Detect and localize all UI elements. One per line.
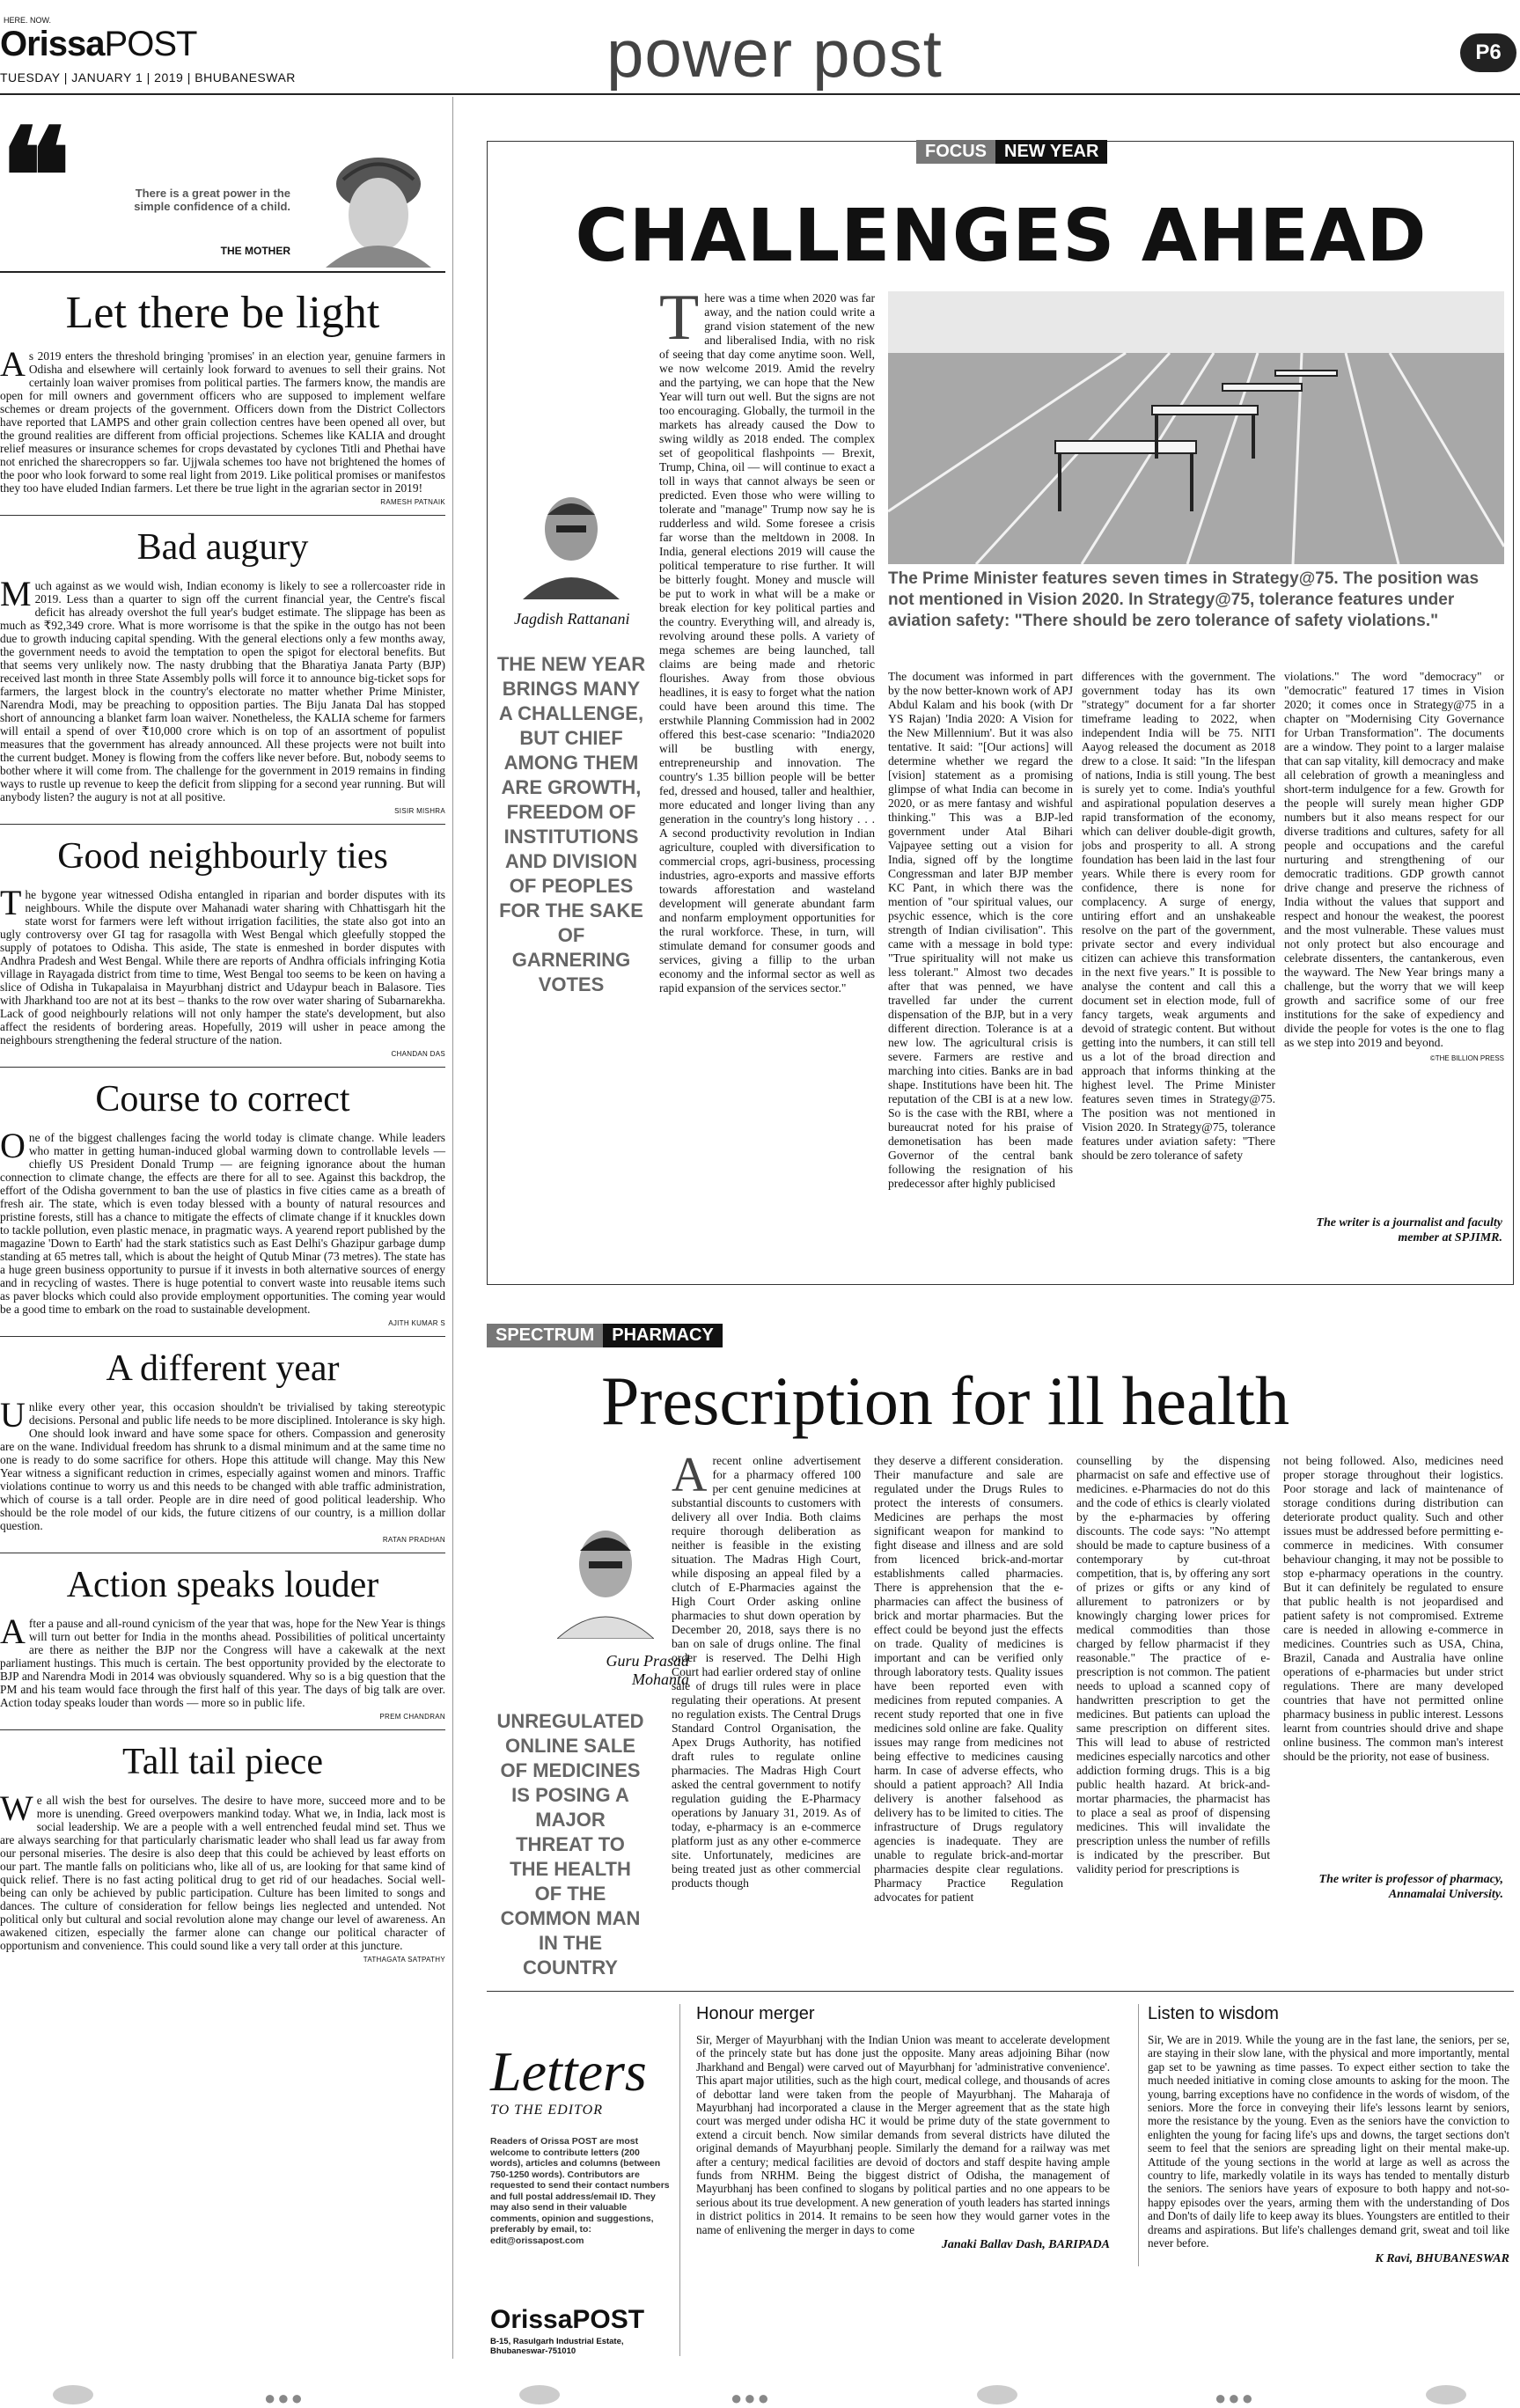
editorial-item — [0, 273, 445, 506]
editorial-title: A different year — [106, 1348, 340, 1389]
registration-mark-icon — [53, 2385, 93, 2404]
editorial-credit: AJITH KUMAR S — [388, 1319, 445, 1327]
newspaper-logo: OrissaPOST — [490, 2305, 645, 2334]
column-text: recent online advertisement for a pharmacy offered 100 per cent genuine medicines at substantial discounts to customers with delivery all over India. Both claims require thorough deliberation as neither is feasible in the existing situation. The Madras High Court, while disposing an appeal filed by a clutch of E-Pharmacies against the High Court Order asking online pharmacies to shut down operation by December 20, 2018, says there is no ban on sale of drugs online. The final order is reserved. The Delhi High Court had earlier ordered stay of online sale of drugs till rules were in place regulating their operations. At present no regulation exists. The Central Drugs Standard Control Organisation, the Apex Drugs Authority, has notified draft rules to regulate online pharmacies. The Madras High Court asked the central government to notify regulation guiding the E-Pharmacy operations by January 31, 2019. As of today, e-pharmacy is an e-commerce platform just as any other e-commerce site. Unfortunately, medicines are being treated just as other commercial products though — [672, 1454, 861, 1890]
article-column-1 — [672, 1454, 861, 1964]
divider — [0, 1336, 445, 1337]
pull-quote: THE NEW YEAR BRINGS MANY A CHALLENGE, BUT CHIEF AMONG THEM ARE GROWTH, FREEDOM OF INSTITUTIONS AND DIVISION OF PEOPLES FOR THE SAKE OF GARNERING VOTES — [496, 653, 646, 995]
newspaper-logo[interactable] — [0, 25, 196, 64]
letter-signature: Janaki Ballav Dash, BARIPADA — [941, 2238, 1110, 2252]
logo-tagline: HERE. NOW. — [4, 16, 52, 25]
editorial-text: ne of the biggest challenges facing the world today is climate change. While leaders who matter in getting human-induced global warming down to controllable levels — chiefly US President Donald Trump — are feigning ignorance about the human connection to climate change, the effects are there for all to see. Against this backdrop, the effort of the Odisha government to ban the use of plastics in five cities came as a breath of fresh air. The state, which is even today blessed with a bounty of natural resources and pristine forests, still has a chance to mitigate the effects of climate change if it knuckles down to tackle pollution, even plastic menace, in pragmatic ways. A yearend report published by the magazine 'Down to Earth' had the stark statistics such as East Delhi's Ghazipur garbage dump standing at 65 metres tall, which is about the height of Qutub Minar (73 metres). The state has a huge green business opportunity to pursue if it invests in both alternative sources of energy and in recycling of wastes. There is huge potential to convert waste into reusable items such as paver blocks which could also provide employment opportunities. The coming year would be a good time to embark on the road to sustainable development. — [0, 1131, 445, 1316]
editorial-credit: RATAN PRADHAN — [382, 1536, 445, 1544]
print-registration-marks — [0, 2368, 1520, 2408]
article-column-3: differences with the government. The government today has its own "strategy" document for a far shorter timeframe leading to 2022, when independent India will be 75. NITI Aayog released the document as 2018 drew to a close. It said: "In the lifespan of nations, India is still young. The best is surely yet to come. India's youthful and aspirational population deserves a rapid transformation of the economy, which can deliver double-digit growth, jobs and prosperity to all. A strong foundation has been laid in the last four years. While there is every room for confidence, there is none for complacency. A surge of energy, untiring effort and an unshakeable resolve on the part of the government, private sector and every individual citizen can achieve this transformation in the next five years." It is possible to analyse the content and call this a document set in election mode, full of fancy targets, weak arguments and devoid of strategic content. But without getting into the numbers, it can still tell us a lot of the broad direction and approach that informs thinking at the highest level. The Prime Minister features seven times in Strategy@75. The position was not mentioned in Vision 2020. In Strategy@75, tolerance features under aviation safety: "There should be zero tolerance of safety — [1082, 670, 1275, 1162]
column-text: violations." The word "democracy" or "democratic" featured 17 times in Vision 2020; it comes once in Strategy@75 in a chapter on "Modernising City Governance for Urban Transformation". The documents are a window. They point to a larger malaise that can sap vitality, kill democracy and make all celebration of growth a meaningless and short-term indulgence for a few. Growth for the people will surely mean higher GDP numbers but it also means respect for our diverse traditions and cultures, safety for all people and occupations and the careful nurturing and strengthening of our democratic traditions. GDP growth cannot drive change and preserve the richness of India without the values that support and respect and honour the weakest, the poorest and the most vulnerable. These values must not only protect but also encourage and celebrate dissenters, the cantankerous, even the wayward. The New Year brings many a challenge, but the worry that we will keep growth and sacrifice some of our free institutions for the sake of expediency and divide the people for votes is the one to flag as we step into 2019 and beyond. — [1284, 670, 1504, 1049]
letter-body: Sir, We are in 2019. While the young are in the fast lane, the seniors, per se, are staying in their slow lane, with the physical and more importantly, mental gap set to be yawning as time passes. To expect either section to take the much needed initiative in coming close amounts to asking for the moon. The young, barring exceptions have no confidence in the words of wisdom, of the seniors. More the force in conveying their life's lessons learnt by seniors, more the resistance by the young. Even as the seniors have the conviction to enlighten the young for facing life's ups and downs, the target sections don't seem to feel that the seniors are spreading light on their mental make-up. Attitude of the young sections in the world at large as well as across the country to life, markedly volatile in its ways has tended to mentally disturb the seniors. The seniors have years of exposure to both happy and not-so-happy episodes over the years, arming them with the understanding of Dos and Don'ts of daily life to keep away its blues. Youngsters are entitled to their dreams and aspirations. But life's challenges demand grit, sweat and toil like never before. — [1148, 2033, 1509, 2250]
postal-address: B-15, Rasulgarh Industrial Estate, Bhubaneswar-751010 — [490, 2337, 624, 2356]
editorial-text: uch against as we would wish, Indian economy is likely to see a rollercoaster ride in 2019. Less than a quarter to sign off the current financial year, the Centre's fiscal deficit has already overshot the full year's budget estimate. The slippage has been as much as ₹92,349 crore. What is more worrisome is that the spike in the outgo has not been due to growth inducing capital spending. With the general elections only a few months away, the government needs to avoid the temptation to open the spigot for electoral benefits. But that seems very unlikely now. The nasty drubbing that the Bharatiya Janata Party (BJP) received last month in three State Assembly polls will force it to announce big-ticket sops for farmers, the largest block in the country's electorate no matter whether Prime Minister, Narendra Modi, may be preaching to opposition parties. The Biju Janata Dal has stopped short of announcing a blanket farm loan waiver. Nonetheless, the KALIA scheme for farmers will entail a spend of over ₹10,000 crore which is on top of an assortment of populist measures that the government has already announced. All these projects were not built into the current budget. Money is flowing from the coffers like never before. But, nobody seems to bother where it will come from. The challenge for the government in 2019 remains in finding ways to rustle up revenue to keep the deficit from slipping for a second year running. But will anybody listen? the augury is not at all positive. — [0, 579, 445, 804]
editorial-item — [0, 506, 445, 815]
drop-cap: A — [0, 344, 26, 384]
dateline: TUESDAY | JANUARY 1 | 2019 | BHUBANESWAR — [0, 70, 296, 84]
article-column-2: they deserve a different consideration. Their manufacture and sale are regulated under the Drugs Rules to protect the interests of consumers. Medicines are perhaps the most significant weapon for mankind to fight disease and illness and are sold from licenced brick-and-mortar establishments called pharmacies. There is apprehension that the e-pharmacies can affect the business of brick and mortar pharmacies. But the effect could be beyond just the effects on trade. Quality of medicines is important and can be verified only through laboratory tests. Quality issues have been reported even with medicines from reputed companies. A recent study reported that one in five medicines sold online are fake. Quality issues may range from medicines not being effective to medicines causing harm. In case of adverse effects, who should a patient approach? All India delivery is another falsehood as delivery has to be limited to cities. The infrastructure of Drugs regulatory agencies is inadequate. They are unable to regulate brick-and-mortar pharmacies despite clear regulations. Pharmacy Practice Regulation advocates for patient — [874, 1454, 1063, 1904]
quote-text: There is a great power in the simple confidence of a child. — [134, 187, 290, 213]
article-column-2: The document was informed in part by the now better-known work of APJ Abdul Kalam and his book (with Dr YS Rajan) 'India 2020: A Vision for the New Millennium'. But it was also tentative. It said: "[Our actions] will determine whether we regard the [vision] statement as a promising glimpse of what India can become in 2020, or as mere fantasy and wishful thinking." This was a BJP-led government under Atal Bihari Vajpayee setting out a vision for India, signed off by the longtime Congressman and later BJP member KC Pant, in which there was the mention of "our spiritual values, our psychic essence, which is the core strength of Indian civilisation". This came with a message in bold type: "True spirituality will not make us less tolerant." Almost two decades after that was penned, we have travelled far under the current dispensation of the BJP, but in a very different direction. Tolerance is at a new low. The agricultural crisis is severe. Farmers are restive and marching into cities. Banks are in bad shape. Institutions have been hit. The reputation of the CBI is at a new low. So is the case with the RBI, where a bureaucrat noted for his praise of demonetisation has been made Governor of the central bank following the resignation of his predecessor after highly publicised — [888, 670, 1073, 1190]
letter-heading: Honour merger — [696, 2004, 815, 2023]
registration-mark-icon — [519, 2385, 560, 2404]
editorial-body — [0, 1788, 445, 1952]
author-first-name: Guru Prasad — [606, 1652, 689, 1670]
editorial-item — [0, 1721, 445, 1964]
drop-cap: T — [0, 883, 22, 922]
focus-article — [487, 141, 1514, 1285]
writer-note: The writer is a journalist and faculty member at SPJIMR. — [1316, 1216, 1502, 1244]
page-number-badge: P6 — [1460, 33, 1516, 72]
column-text: here was a time when 2020 was far away, and the nation could write a grand vision statement of the new and liberalised India, with no risk of seeing that day come anytime soon. Well, we now welcome 2019. Amid the revelry and the partying, we can hope that the New Year will turn out well. But the signs are not too encouraging. Globally, the turmoil in the markets has already caused the Dow to swing wildly as 2018 ended. The complex set of geopolitical flashpoints — Brexit, Trump, China, oil — will continue to exact a toll in ways that cannot always be seen or predicted. Even those who were willing to tolerate and "manage" Trump now say he is rudderless and wild. Some foresee a crisis far worse than the meltdown in 2008. In India, general elections 2019 will cause the political temperature to rise further. It will be bitterly fought. Money and muscle will be put to work in what will be a make or break election for key political parties and the country. Everything will, and already is, revolving around these polls. A variety of mega schemes are being launched, tall claims are being made and rhetoric flourishes. Away from those obvious headlines, it is easy to forget what the nation could have been around this time. The erstwhile Planning Commission had in 2002 offered this best-case scenario: "India2020 will be bustling with energy, entrepreneurship and innovation. The country's 1.35 billion people will be better fed, dressed and housed, taller and healthier, more educated and longer living than any generation in the country's long history . . . A second productivity revolution in Indian agriculture, coupled with diversification to commercial crops, agri-business, processing industries, agro-exports and massive efforts towards afforestation and wasteland development will generate abundant farm and nonfarm employment opportunities for the rural workforce. These, in turn, will stimulate demand for consumer goods and services, giving a fillip to the urban economy and the informal sector as well as rapid expansion of the services sector." — [659, 291, 875, 995]
quote-author: THE MOTHER — [220, 245, 290, 257]
editorial-title: Course to correct — [95, 1079, 350, 1120]
editorial-column — [0, 97, 453, 2359]
editorial-body — [0, 1126, 445, 1316]
editorial-text: fter a pause and all-round cynicism of the year that was, hope for the New Year is things will turn out better for India in the months ahead. Possibilities of political uncertainty are there as neither the BJP nor the Congress will have a cakewalk at the next parliament hustings. This much is certain. The best opportunity provided by the electorate to BJP and Narendra Modi in 2014 was obviously squandered. Why so is a big question that the PM and his team would face through the first half of this year. The days of big talk are over. Action today speaks louder than words — more so in public life. — [0, 1617, 445, 1709]
author-name: Jagdish Rattanani — [514, 610, 630, 628]
registration-mark-icon — [977, 2385, 1017, 2404]
editorial-text: he bygone year witnessed Odisha entangled in riparian and border disputes with its neighbours. While the dispute over Mahanadi water sharing with Chhattisgarh hit the state worst for farmers were left without irrigation facilities, the state also got into an ugly controversy over GI tag for rasagolla with West Bengal which gleefully stopped the supply of potatoes to Odisha. This aside, The state is enmeshed in border disputes with Andhra Pradesh and West Bengal. While there are reports of Andhra officials infringing Kotia village in Rayagada district from time to time, West Bengal too seems to be keen on having a slice of Odisha in Tukapalaisa in Mayurbhanj district and Udaypur beach in Balasore. Ties with Jharkhand too are not at its best – thanks to the row over water sharing of Subarnarekha. Lack of good neighbourly relations will not only hamper the state's development, but also affect the residents of bordering areas. Hopefully, 2019 will usher in peace among the neighbours strengthening the federal structure of the nation. — [0, 888, 445, 1046]
section-title: power post — [606, 17, 943, 92]
tag-new-year: NEW YEAR — [995, 140, 1107, 164]
editorial-title: Action speaks louder — [66, 1565, 379, 1605]
drop-cap: O — [0, 1126, 26, 1165]
article-column-3: counselling by the dispensing pharmacist on safe and effective use of medicines. e-Pharmacies do not do this and the code of ethics is clearly violated by the e-pharmacies by offering discounts. The code says: "No attempt should be made to capture business of a contemporary by cut-throat competition, that is, by offering any sort of prizes or gifts or any kind of allurement to patronizers or by knowingly charging lower prices for medical commodities than those charged by fellow pharmacist if they reasonable." The practice of e-prescription is not common. The patient needs to upload a scanned copy of handwritten prescription to get the medicines. But patients can upload the same prescription on different sites. This will lead to abuse of restricted medicines especially narcotics and other addiction forming drugs. This is a big public health hazard. At brick-and-mortar pharmacies, the pharmacist has to place a seal as proof of dispensing medicines. This will invalidate the prescription unless the number of refills is indicated by the prescriber. But validity period for prescriptions is — [1076, 1454, 1270, 1876]
logo-main: Orissa — [0, 25, 105, 63]
letter-item — [1138, 2004, 1509, 2266]
editorial-credit: SISIR MISHRA — [394, 807, 445, 815]
photo-caption: The Prime Minister features seven times in Strategy@75. The position was not mentioned in Vision 2020. In Strategy@75, tolerance features under aviation safety: "There should be zero tolerance of safety violations." — [888, 569, 1480, 630]
editorial-text: nlike every other year, this occasion shouldn't be trivialised by taking stereotypic decisions. Personal and public life needs to be more disciplined. Intolerance is sky high. One should look inward and have some space for others. Compassion and generosity are on the wane. Individual freedom has shrunk to a dismal minimum and at the same time no one is ready to do some sacrifice for others. Hope this attitude will change. May this New Year witness a significant reduction in crimes, especially against women and minors. Traffic violations continue to worry us and this needs to be changed with able traffic administration, which of course is a tall order. People are in dire need of good political leadership. Who should be the role model of our kids, the future citizens of our country, is a million dollar question. — [0, 1400, 445, 1532]
author-photo — [557, 1516, 654, 1639]
editorial-credit: CHANDAN DAS — [391, 1050, 445, 1058]
hurdles-track-photo — [888, 291, 1504, 564]
registration-dots-icon: ●●● — [731, 2387, 771, 2408]
writer-note: The writer is professor of pharmacy, Annamalai University. — [1318, 1873, 1503, 1901]
author-photo — [523, 485, 620, 599]
divider — [0, 1729, 445, 1730]
divider — [0, 515, 445, 516]
letters-info-box — [487, 2004, 680, 2356]
editorial-item — [0, 815, 445, 1058]
registration-dots-icon: ●●● — [1215, 2387, 1255, 2408]
logo-post: POST — [104, 25, 197, 63]
editorial-credit: RAMESH PATNAIK — [380, 498, 445, 506]
drop-cap: A — [0, 1611, 26, 1651]
author-last-name: Mohanta — [632, 1670, 689, 1688]
divider — [0, 824, 445, 825]
article-column-1 — [659, 291, 875, 1246]
editorial-item — [0, 1544, 445, 1721]
registration-dots-icon: ●●● — [264, 2387, 305, 2408]
editorial-text: s 2019 enters the threshold bringing 'promises' in an election year, genuine farmers in Odisha and elsewhere will certainly look forward to avenues to sell their grains. Not certainly loan waiver promises from political parties. The farmers know, the mandis are open for mill owners and government officers who are supposed to implement welfare schemes or dream projects of the government. Officers down from the District Collectors have reported that LAMPS and other grain collection centres have been opened all over, but the ground realities are different from official projections. Schemes like KALIA and drought relief measures or insurance schemes for crops devastated by cyclones Titli and Phethai have not enriched the sharecroppers so far. Ujjwala schemes too have not brightened the homes of the poor who look forward to some real light from 2019. Like political promises or manifestos they too have eluded Indian farmers. Let there be true light in the agrarian sector in 2019! — [0, 349, 445, 495]
spectrum-article — [487, 1322, 1514, 1979]
divider — [0, 1067, 445, 1068]
tag-focus: FOCUS — [916, 140, 995, 164]
editorial-text: e all wish the best for ourselves. The desire to have more, succeed more and to be more is unending. Greed overpowers mankind today. What we, in India, lack most is social leadership. We are a people with a well entrenched feudal mind set. Thus we are always searching for that particularly charismatic leader who shall lead us far away from our personal miseries. The desire is also deep that this could be achieved by least efforts on our part. The mantle falls on politicians who, like all of us, are looking for that same kind of quick relief. There is no fast acting political drug to get rid of our headaches. Social well-being can only be achieved by public participation. Culture has been limited to songs and dances. The culture of consideration for fellow beings lies neglected and untended. Not political only but cultural and social revolution alone may change our level of awareness. An awakened citizen, especially the farmer alone can change our political character of opportunism and convenience. This could sound like a very tall order at this juncture. — [0, 1794, 445, 1952]
editorial-item — [0, 1327, 445, 1544]
letter-body: Sir, Merger of Mayurbhanj with the Indian Union was meant to accelerate development of the princely state but has done just the opposite. Many areas adjoining Bihar (now Jharkhand and Bengal) were carved out of Mayurbhanj for 'administrative convenience'. This apart major utilities, such as the high court, medical college, and thousands of acres of debottar land were taken from the people of Mayurbhanj. The Maharaja of Mayurbhanj had incorporated a clause in the Merger agreement that as the state high court was merged under odisha HC it would be prime duty of the state government to extend a circuit bench. Now similar demands from several districts have diluted the original demands of Mayurbhanj people. Similarly the demand for a railway was met after a century; medical facilities are devoid of doctors and staff despite having ample funds from NRHM. Being the biggest district of Odisha, the management of Mayurbhanj has been confined to slogans by political parties and no one appears to be serious about its true development. A new generation of youth leaders has started innings in district politics in 2014. It remains to be seen how they would garner votes in the name of enlivening the merger in days to come — [696, 2033, 1110, 2236]
editorial-body — [0, 574, 445, 804]
drop-cap: U — [0, 1395, 26, 1435]
editorial-credit: PREM CHANDRAN — [379, 1713, 445, 1721]
registration-mark-icon — [1426, 2385, 1466, 2404]
article-column-4: not being followed. Also, medicines need proper storage throughout their logistics. Poor storage and lack of maintenance of storage conditions during distribution can deteriorate product quality. Such and other issues must be addressed before permitting e-commerce in medicines. With consumer behaviour changing, it may not be possible to stop e-pharmacy operations in the country. But it can definitely be regulated to ensure that public health is not jeopardised and patient safety is not compromised. Extreme care is needed in allowing e-commerce in medicines. Countries such as USA, China, Brazil, Canada and Australia have online operations of e-pharmacies but under strict regulations. There are many developed countries that have not permitted online pharmacy business in public interest. Lessons learnt from countries should drive and shape online business. The common man's interest should be the priority, not ease of business. — [1283, 1454, 1503, 1763]
editorial-body — [0, 344, 445, 495]
masthead — [0, 0, 1520, 95]
editorial-title: Tall tail piece — [122, 1742, 323, 1782]
article-column-4 — [1284, 670, 1504, 1163]
editorial-body — [0, 883, 445, 1046]
pull-quote: UNREGULATED ONLINE SALE OF MEDICINES IS POSING A MAJOR THREAT TO THE HEALTH OF THE COMMON MAN IN THE COUNTRY — [496, 1710, 644, 1979]
syndication-credit: ©THE BILLION PRESS — [1429, 1054, 1504, 1062]
section-tag — [916, 140, 1107, 164]
editorial-title: Bad augury — [136, 527, 309, 568]
editorial-credit: TATHAGATA SATPATHY — [363, 1956, 445, 1964]
letters-subtitle: TO THE EDITOR — [490, 2103, 603, 2118]
drop-cap: A — [672, 1454, 708, 1502]
tag-pharmacy: PHARMACY — [603, 1324, 723, 1347]
letters-section — [487, 1991, 1514, 2360]
section-tag — [487, 1324, 723, 1347]
drop-cap: W — [0, 1788, 33, 1828]
letter-signature: K Ravi, BHUBANESWAR — [1375, 2251, 1509, 2265]
editorial-item — [0, 1058, 445, 1327]
editorial-body — [0, 1611, 445, 1709]
tag-spectrum: SPECTRUM — [487, 1324, 603, 1347]
letter-heading: Listen to wisdom — [1148, 2004, 1279, 2023]
headline: CHALLENGES AHEAD — [575, 195, 1428, 278]
letters-title: Letters — [490, 2040, 647, 2103]
editorial-title: Good neighbourly ties — [57, 836, 388, 877]
editorial-title: Let there be light — [65, 288, 380, 338]
letters-info: Readers of Orissa POST are most welcome to contribute letters (200 words), articles and columns (between 750-1250 words). Contributors are requested to send their contact numbers and full postal address/email ID. They may also send in their valuable comments, opinion and suggestions, preferably by email, to: edit@orissapost.com — [490, 2136, 670, 2246]
drop-cap: T — [659, 291, 700, 354]
quote-box — [0, 97, 445, 273]
headline: Prescription for ill health — [601, 1362, 1289, 1439]
drop-cap: M — [0, 574, 32, 613]
letter-item — [696, 2004, 1110, 2252]
editorial-body — [0, 1395, 445, 1532]
portrait-photo — [308, 144, 449, 268]
quote-mark-icon: ❝ — [0, 106, 71, 252]
